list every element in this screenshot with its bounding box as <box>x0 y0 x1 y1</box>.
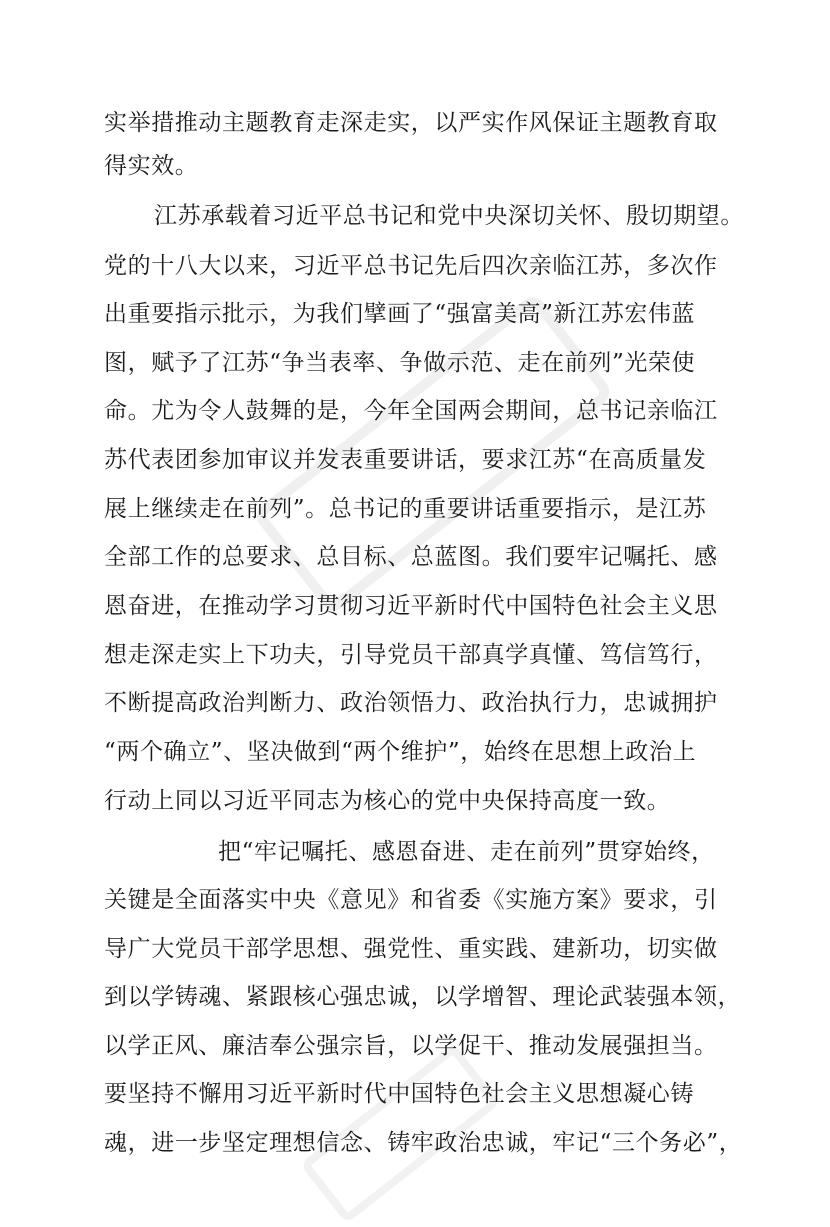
text-line: 导广大党员干部学思想、强党性、重实践、建新功，切实做 <box>104 936 718 962</box>
text-line: “两个确立”、坚决做到“两个维护”，始终在思想上政治上 <box>104 739 697 765</box>
text-line: 全部工作的总要求、总目标、总蓝图。我们要牢记嘱托、感 <box>104 544 718 570</box>
text-line: 想走深走实上下功夫，引导党员干部真学真懂、笃信笃行， <box>104 642 718 668</box>
paragraph-start-line: 把“牢记嘱托、感恩奋进、走在前列”贯穿始终， <box>218 839 715 865</box>
text-line: 不断提高政治判断力、政治领悟力、政治执行力，忠诚拥护 <box>104 690 718 716</box>
text-line: 要坚持不懈用习近平新时代中国特色社会主义思想凝心铸 <box>104 1081 694 1107</box>
text-line: 以学正风、廉洁奉公强宗旨，以学促干、推动发展强担当。 <box>104 1033 718 1059</box>
text-line: 魂，进一步坚定理想信念、铸牢政治忠诚，牢记“三个务必”， <box>104 1130 743 1156</box>
text-line: 行动上同以习近平同志为核心的党中央保持高度一致。 <box>104 788 671 814</box>
text-line: 苏代表团参加审议并发表重要讲话，要求江苏“在高质量发 <box>104 447 707 473</box>
text-line: 关键是全面落实中央《意见》和省委《实施方案》要求，引 <box>104 887 718 913</box>
text-line: 展上继续走在前列”。总书记的重要讲话重要指示，是江苏 <box>104 496 707 522</box>
text-line: 党的十八大以来，习近平总书记先后四次亲临江苏，多次作 <box>104 253 718 279</box>
text-line: 得实效。 <box>104 153 199 179</box>
text-line: 出重要指示批示，为我们擘画了“强富美高”新江苏宏伟蓝 <box>104 301 696 327</box>
text-line: 到以学铸魂、紧跟核心强忠诚，以学增智、理论武装强本领， <box>104 984 742 1010</box>
paragraph-start-line: 江苏承载着习近平总书记和党中央深切关怀、殷切期望。 <box>154 203 744 229</box>
text-line: 实举措推动主题教育走深走实，以严实作风保证主题教育取 <box>104 110 718 136</box>
text-line: 恩奋进，在推动学习贯彻习近平新时代中国特色社会主义思 <box>104 593 718 619</box>
text-line: 命。尤为令人鼓舞的是，今年全国两会期间，总书记亲临江 <box>104 398 718 424</box>
text-line: 图，赋予了江苏“争当表率、争做示范、走在前列”光荣使 <box>104 350 696 376</box>
